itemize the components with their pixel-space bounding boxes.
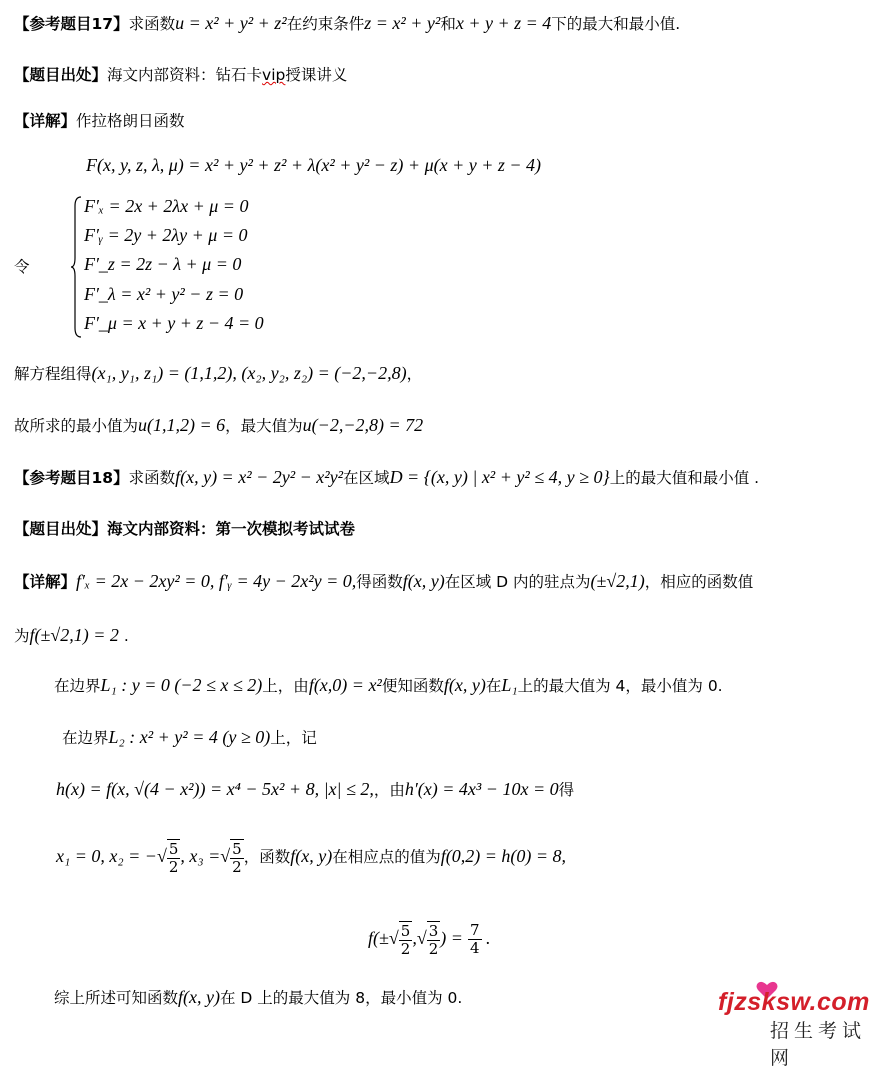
- equation-system: [70, 196, 310, 338]
- min-text: 故所求的最小值为: [14, 417, 139, 435]
- watermark-url: fjzsksw.com: [718, 988, 870, 1016]
- b2-text-a: 在边界: [62, 729, 109, 747]
- b1-text-a: 在边界: [54, 677, 101, 695]
- sqrt-sign-1: √: [156, 846, 167, 866]
- frac-den: 4: [469, 939, 480, 957]
- final-value-line: [368, 920, 491, 958]
- problem18-text-b: 在区域: [343, 469, 390, 487]
- let-label: 令: [14, 258, 30, 276]
- problem18-line: [14, 466, 759, 489]
- crit-val: f(0,2) = h(0) = 8,: [440, 846, 566, 866]
- b1-expr2: f(x,0) = x²: [308, 675, 382, 695]
- frac-num: 5: [168, 840, 179, 858]
- brace-icon: [70, 196, 82, 338]
- solution18-text-c: ，相应的函数值: [644, 573, 754, 591]
- frac-num: 7: [469, 921, 480, 939]
- system-eq-2: F′ᵧ = 2y + 2λy + μ = 0: [84, 225, 248, 245]
- solution17-tag: 【详解】: [14, 112, 77, 130]
- boundary2-line: [62, 726, 317, 749]
- lagrange-function: F(x, y, z, λ, μ) = x² + y² + z² + λ(x² + y² − z) + μ(x + y + z − 4): [86, 155, 542, 175]
- crit-text: ，函数: [243, 848, 291, 866]
- solution18-fxy: f(x, y): [402, 571, 445, 591]
- sqrt-sign-2: √: [220, 846, 231, 866]
- final-end: .: [481, 928, 491, 948]
- h-expr: h(x) = f(x, √(4 − x²)) = x⁴ − 5x² + 8, |x| ≤ 2,: [56, 779, 374, 799]
- frac-den: 2: [168, 858, 179, 876]
- crit-text-a: x₁ = 0, x₂ = −: [56, 846, 157, 866]
- source17-text-b: 授课讲义: [285, 66, 348, 84]
- solution18-line1: [14, 570, 753, 593]
- h-text: ，由: [373, 781, 405, 799]
- summary-fxy: f(x, y): [178, 987, 220, 1007]
- b2-text-b: 上，记: [270, 729, 317, 747]
- sqrt-sign-3: √: [388, 928, 399, 948]
- solution18-text-a: 得函数: [356, 573, 403, 591]
- summary-text-b: 在 D 上的最大值为 8，最小值为 0.: [219, 989, 463, 1007]
- b1-text-b: 上，由: [262, 677, 309, 695]
- system-eq-4: F′_λ = x² + y² − z = 0: [84, 284, 244, 304]
- solution18-text-d: 为: [14, 627, 30, 645]
- sqrt-sign-4: √: [416, 928, 427, 948]
- solve-expr: (x₁, y₁, z₁) = (1,1,2), (x₂, y₂, z₂) = (−2,−2,8): [91, 363, 407, 383]
- solution18-line2: [14, 624, 129, 647]
- problem18-text-c: 上的最大值和最小值 .: [609, 469, 760, 487]
- problem18-tag: 【参考题目18】: [14, 469, 129, 487]
- b2-expr: L₂ : x² + y² = 4 (y ≥ 0): [108, 727, 271, 747]
- h-function-line: [56, 778, 574, 801]
- frac-den: 2: [232, 858, 242, 876]
- b1-expr3: f(x, y): [443, 675, 486, 695]
- frac-num: 3: [428, 922, 439, 940]
- source17-line: [14, 64, 347, 86]
- b1-expr4: L₁: [501, 675, 518, 695]
- problem18-text-a: 求函数: [128, 469, 176, 487]
- max-expr: u(−2,−2,8) = 72: [302, 415, 424, 435]
- fraction-7-4: [468, 922, 482, 957]
- system-eq-3: F′_z = 2z − λ + μ = 0: [84, 254, 242, 274]
- solution18-text-e: .: [118, 627, 129, 645]
- max-text: ，最大值为: [225, 417, 303, 435]
- summary-text-a: 综上所述可知函数: [54, 989, 179, 1007]
- crit-text2: 在相应点的值为: [332, 848, 441, 866]
- problem17-text-a: 求函数: [128, 15, 176, 33]
- system-eq-1: F′ₓ = 2x + 2λx + μ = 0: [84, 196, 249, 216]
- source17-tag: 【题目出处】: [14, 66, 108, 84]
- problem17-text-c: 和: [440, 15, 456, 33]
- solve-text: 解方程组得: [14, 365, 92, 383]
- final-sep: ,: [412, 928, 417, 948]
- b1-text-e: 上的最大值为 4，最小值为 0.: [517, 677, 723, 695]
- frac-num: 5: [400, 922, 411, 940]
- problem17-tag: 【参考题目17】: [14, 15, 129, 33]
- source17-vip: vip: [262, 66, 286, 84]
- solution17-intro-line: [14, 110, 185, 132]
- frac-num: 5: [232, 840, 242, 858]
- final-b: ) =: [440, 928, 463, 948]
- crit-text-b: , x₃ =: [180, 846, 221, 866]
- b1-text-c: 便知函数: [381, 677, 444, 695]
- problem17-expr-u: u = x² + y² + z²: [175, 13, 287, 33]
- fraction-5-2-c: [399, 921, 413, 958]
- problem18-expr-d: D = {(x, y) | x² + y² ≤ 4, y ≥ 0}: [389, 467, 610, 487]
- problem17-expr-c1: z = x² + y²: [364, 13, 441, 33]
- problem17-text-d: 下的最大和最小值.: [551, 15, 681, 33]
- fraction-5-2-a: [167, 839, 181, 876]
- boundary1-line: [54, 674, 723, 697]
- source18-line: [14, 518, 355, 540]
- problem17-text-b: 在约束条件: [286, 15, 365, 33]
- critical-points-line: [56, 838, 566, 876]
- h-deriv: h′(x) = 4x³ − 10x = 0: [404, 779, 559, 799]
- source17-text-a: 海文内部资料：钻石卡: [107, 66, 263, 84]
- summary-line: [54, 986, 462, 1009]
- b1-expr: L₁ : y = 0 (−2 ≤ x ≤ 2): [100, 675, 263, 695]
- crit-fxy: f(x, y): [290, 846, 333, 866]
- source18-text: 海文内部资料：第一次模拟考试试卷: [107, 520, 356, 538]
- solve-line: [14, 362, 422, 385]
- fraction-3-2: [427, 921, 441, 958]
- problem18-expr-f: f(x, y) = x² − 2y² − x²y²: [175, 467, 344, 487]
- system-eq-5: F′_μ = x + y + z − 4 = 0: [84, 313, 264, 333]
- solution18-tag: 【详解】: [14, 573, 77, 591]
- solve-end: ，: [406, 365, 423, 383]
- min-expr: u(1,1,2) = 6: [138, 415, 226, 435]
- frac-den: 2: [400, 940, 411, 958]
- deriv-expr: f′ₓ = 2x − 2xy² = 0, f′ᵧ = 4y − 2x²y = 0,: [76, 571, 357, 591]
- b1-text-d: 在: [485, 677, 502, 695]
- stationary-value: f(±√2,1) = 2: [29, 625, 119, 645]
- solution18-text-b: 在区域 D 内的驻点为: [444, 573, 591, 591]
- fraction-5-2-b: [230, 839, 244, 876]
- frac-den: 2: [428, 940, 439, 958]
- problem17-line: [14, 12, 680, 35]
- stationary-point: (±√2,1): [590, 571, 645, 591]
- minmax17-line: [14, 414, 423, 437]
- problem17-expr-c2: x + y + z = 4: [455, 13, 552, 33]
- final-a: f(±: [368, 928, 389, 948]
- solution17-intro: 作拉格朗日函数: [76, 112, 185, 130]
- source18-tag: 【题目出处】: [14, 520, 108, 538]
- watermark-cn: 招生考试网: [770, 1020, 867, 1069]
- h-end: 得: [558, 781, 575, 799]
